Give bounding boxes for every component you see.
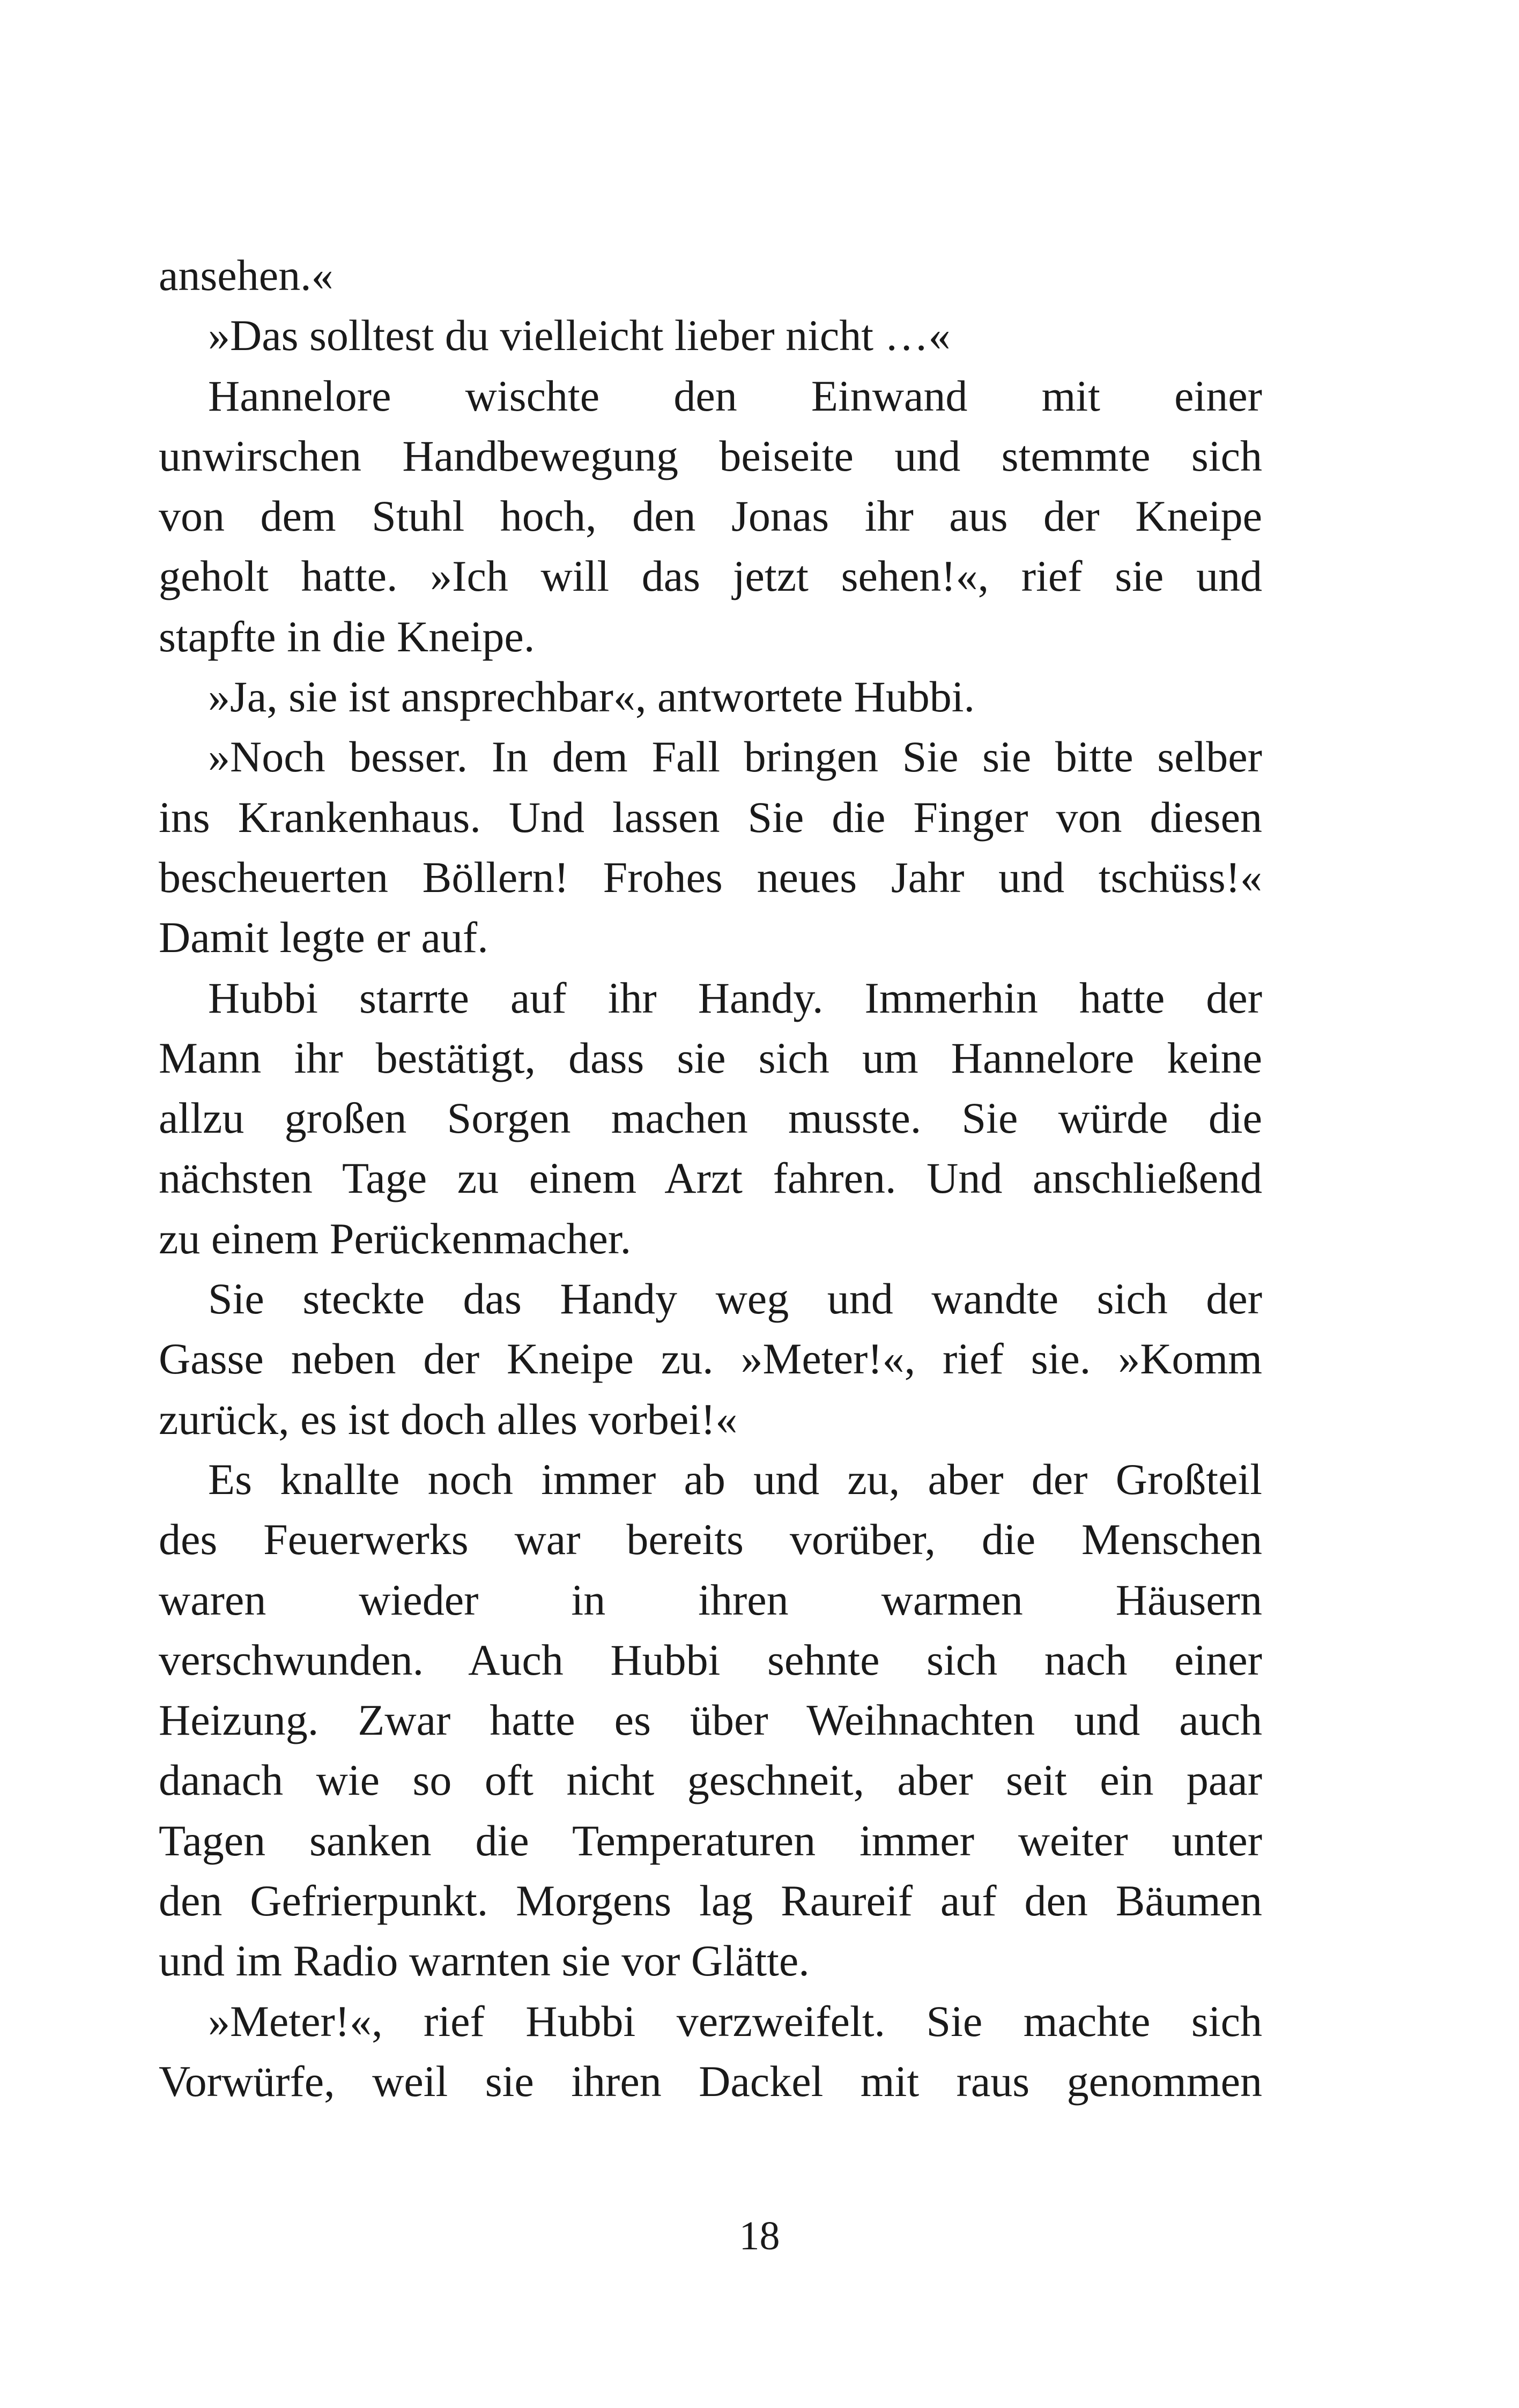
text-line: nächsten Tage zu einem Arzt fahren. Und anschließend [159, 1154, 1262, 1203]
text-line: geholt hatte. »Ich will das jetzt sehen!«, rief sie und [159, 552, 1262, 601]
text-line: ins Krankenhaus. Und lassen Sie die Finger von diesen [159, 792, 1262, 842]
text-line: des Feuerwerks war bereits vorüber, die Menschen [159, 1515, 1262, 1564]
text-line: danach wie so oft nicht geschneit, aber seit ein paar [159, 1756, 1262, 1805]
text-line: waren wieder in ihren warmen Häusern [159, 1575, 1262, 1624]
text-line: und im Radio warnten sie vor Glätte. [159, 1936, 810, 1986]
text-line: »Ja, sie ist ansprechbar«, antwortete Hubbi. [208, 672, 975, 722]
text-line: allzu großen Sorgen machen musste. Sie würde die [159, 1094, 1262, 1143]
text-line: von dem Stuhl hoch, den Jonas ihr aus der Kneipe [159, 492, 1262, 541]
text-line: Es knallte noch immer ab und zu, aber der Großteil [208, 1454, 1262, 1504]
text-line: Hubbi starrte auf ihr Handy. Immerhin hatte der [208, 973, 1262, 1022]
text-line: den Gefrierpunkt. Morgens lag Raureif auf den Bäumen [159, 1876, 1262, 1926]
text-line: »Noch besser. In dem Fall bringen Sie sie bitte selber [208, 732, 1262, 782]
text-line: bescheuerten Böllern! Frohes neues Jahr und tschüss!« [159, 852, 1262, 902]
text-line: Gasse neben der Kneipe zu. »Meter!«, rief sie. »Komm [159, 1334, 1262, 1384]
text-line: ansehen.« [159, 251, 334, 300]
text-line: zurück, es ist doch alles vorbei!« [159, 1394, 738, 1444]
text-line: Tagen sanken die Temperaturen immer weiter unter [159, 1816, 1262, 1865]
text-line: »Meter!«, rief Hubbi verzweifelt. Sie machte sich [208, 1996, 1262, 2046]
text-line: Hannelore wischte den Einwand mit einer [208, 371, 1262, 420]
text-line: Heizung. Zwar hatte es über Weihnachten und auch [159, 1696, 1262, 1745]
text-line: Mann ihr bestätigt, dass sie sich um Hannelore keine [159, 1033, 1262, 1082]
text-line: zu einem Perückenmacher. [159, 1214, 632, 1263]
page-number: 18 [739, 2213, 780, 2258]
text-line: Sie steckte das Handy weg und wandte sich der [208, 1274, 1262, 1324]
text-line: verschwunden. Auch Hubbi sehnte sich nach einer [159, 1635, 1262, 1684]
body-text [159, 246, 1262, 2112]
text-line: Vorwürfe, weil sie ihren Dackel mit raus genommen [159, 2056, 1262, 2106]
text-line: stapfte in die Kneipe. [159, 612, 535, 661]
text-line: unwirschen Handbewegung beiseite und stemmte sich [159, 431, 1262, 480]
text-line: Damit legte er auf. [159, 913, 488, 962]
text-line: »Das solltest du vielleicht lieber nicht …« [208, 311, 951, 360]
